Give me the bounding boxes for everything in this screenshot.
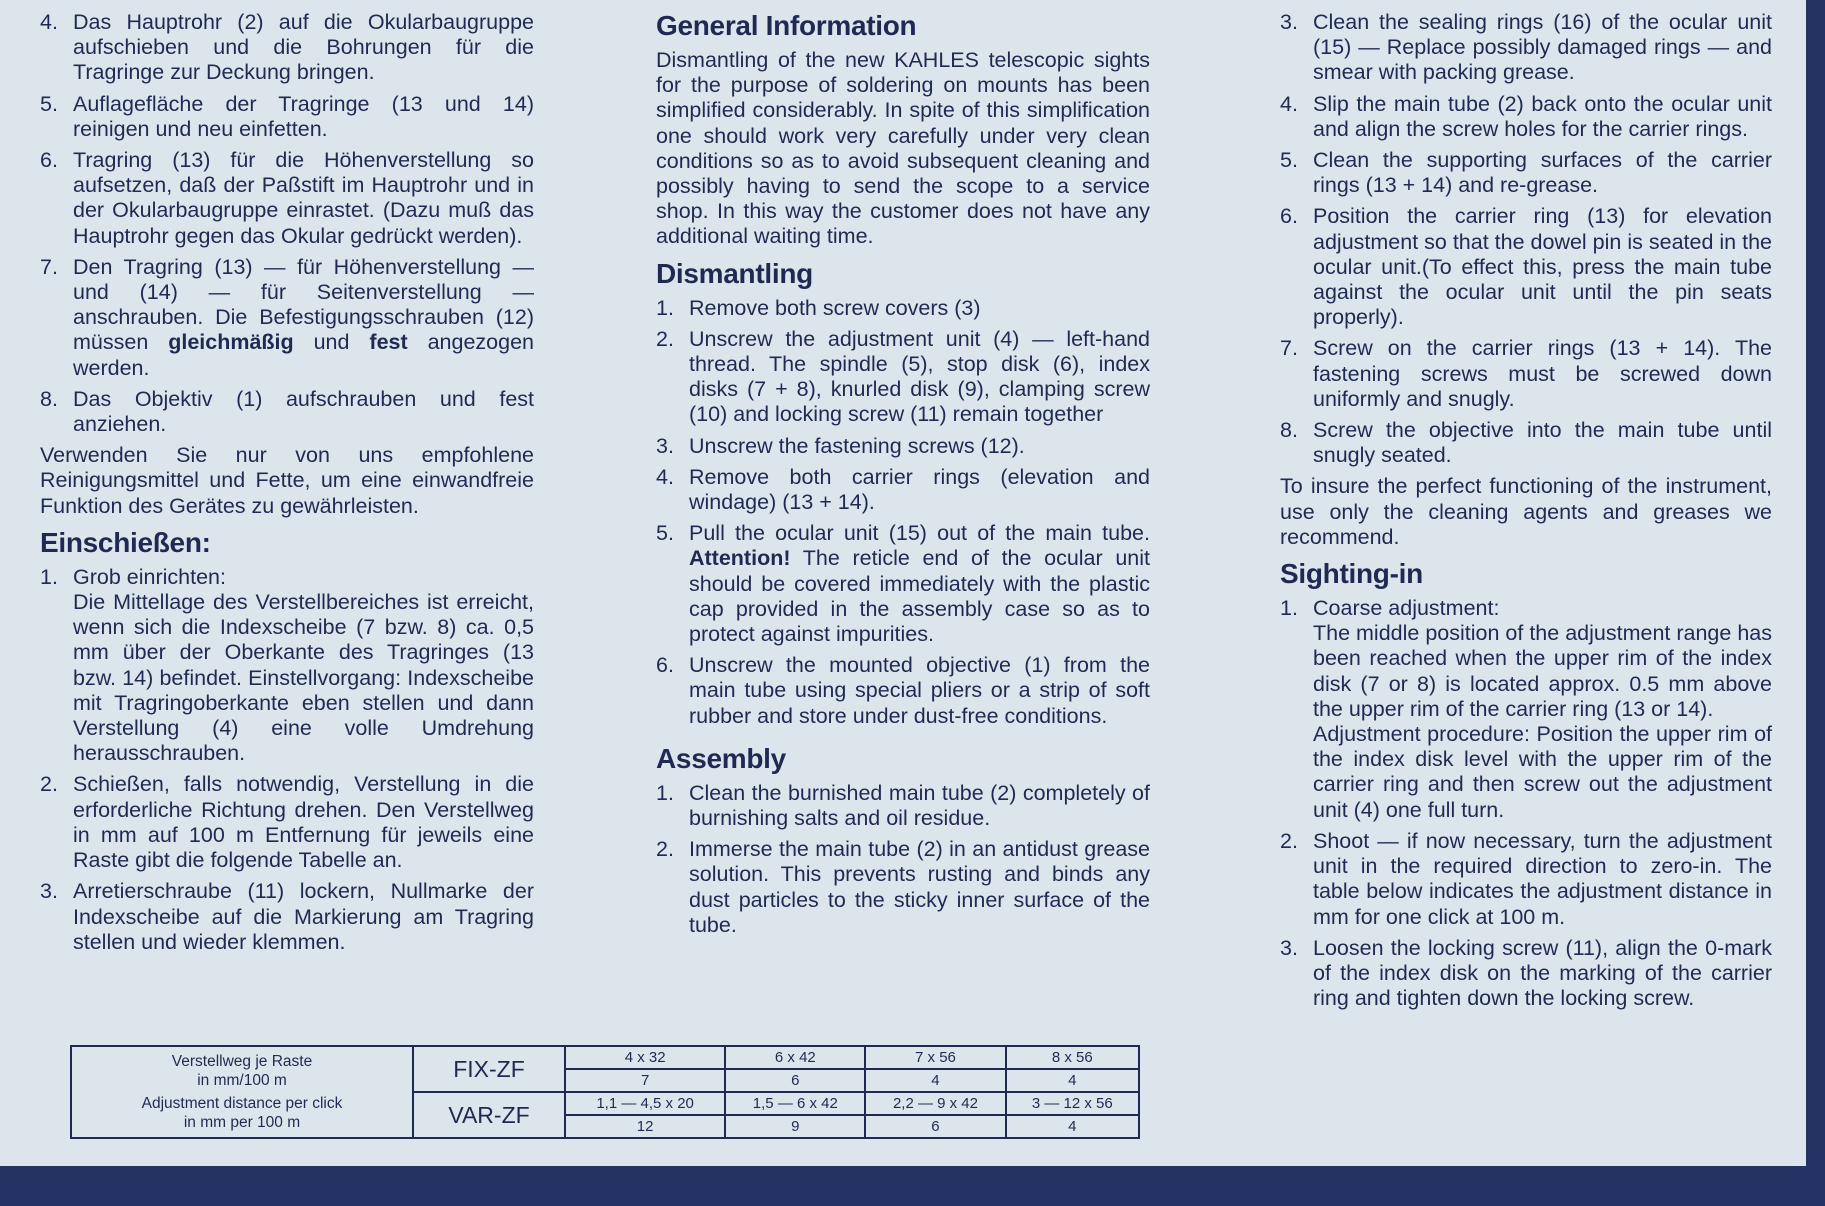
list-item: 6. Tragring (13) für die Höhenverstellung so aufsetzen, daß der Paßstift im Hauptrohr und in der Okularbaugruppe einrastet. (Dazu muß das Hauptrohr gegen das Okular gedrückt werden). bbox=[40, 148, 534, 248]
table-cell: 4 x 32 bbox=[565, 1046, 725, 1069]
list-item: 5. Auflagefläche der Tragringe (13 und 14) reinigen und neu einfetten. bbox=[40, 91, 534, 141]
list-item: 6. Position the carrier ring (13) for elevation adjustment so that the dowel pin is seated in the ocular unit.(To effect this, press the main tube against the ocular unit until the pin seats properly). bbox=[1280, 204, 1772, 330]
dismantling-heading: Dismantling bbox=[656, 257, 813, 289]
list-item: 4. Slip the main tube (2) back onto the ocular unit and align the screw holes for the carrier rings. bbox=[1280, 91, 1772, 141]
list-item: 2. Shoot — if now necessary, turn the adjustment unit in the required direction to zero-in. The table below indicates the adjustment distance in mm for one click at 100 m. bbox=[1280, 828, 1772, 929]
table-label-cell: Verstellweg je Raste in mm/100 m Adjustment distance per click in mm per 100 m bbox=[71, 1046, 413, 1138]
list-item: 7. Screw on the carrier rings (13 + 14). The fastening screws must be screwed down uniformly and snugly. bbox=[1280, 336, 1772, 411]
list-item: 2. Unscrew the adjustment unit (4) — left-hand thread. The spindle (5), stop disk (6), index disks (7 + 8), knurled disk (9), clamping screw (10) and locking screw (11) remain together bbox=[656, 326, 1150, 427]
list-item: 4. Remove both carrier rings (elevation and windage) (13 + 14). bbox=[656, 464, 1150, 515]
german-column bbox=[40, 10, 534, 961]
english-column-middle bbox=[656, 10, 1150, 944]
page-edge-right bbox=[1806, 0, 1825, 1206]
list-item: 7. Den Tragring (13) — für Höhenverstellung — und (14) — für Seitenverstellung — anschrauben. Die Befestigungsschrauben (12) müssen gleichmäßig und fest angezogen werden. bbox=[40, 254, 534, 380]
table-cell: 6 x 42 bbox=[725, 1046, 865, 1069]
table-cell: 12 bbox=[565, 1115, 725, 1138]
table-cell: 1,5 — 6 x 42 bbox=[725, 1092, 865, 1115]
german-sighting-heading: Einschießen: bbox=[40, 526, 211, 558]
list-item: 5. Pull the ocular unit (15) out of the main tube. Attention! The reticle end of the ocular unit should be covered immediately with the plastic cap provided in the assembly case so as to protect against impurities. bbox=[656, 521, 1150, 647]
list-item: 3. Arretierschraube (11) lockern, Nullmarke der Indexscheibe auf die Markierung am Tragring stellen und wieder klemmen. bbox=[40, 879, 534, 954]
table-cell: 2,2 — 9 x 42 bbox=[865, 1092, 1005, 1115]
list-item: 1. Coarse adjustment: The middle position of the adjustment range has been reached when the upper rim of the index disk (7 or 8) is located approx. 0.5 mm above the upper rim of the carrier ring (13 or 14). Adjustment procedure: Position the upper rim of the index disk level with the upper rim of the carrier ring and then screw out the adjustment unit (4) one full turn. bbox=[1280, 596, 1772, 822]
table-cell: 7 bbox=[565, 1069, 725, 1092]
list-item: 4. Das Hauptrohr (2) auf die Okularbaugruppe aufschieben und die Bohrungen für die Tragringe zur Deckung bringen. bbox=[40, 10, 534, 85]
english-column-right bbox=[1280, 10, 1772, 1017]
sighting-heading: Sighting-in bbox=[1280, 558, 1423, 590]
list-item: 3. Clean the sealing rings (16) of the ocular unit (15) — Replace possibly damaged rings — and smear with packing grease. bbox=[1280, 10, 1772, 85]
table-cell: 6 bbox=[865, 1115, 1005, 1138]
table-row bbox=[71, 1046, 1139, 1069]
english-note: To insure the perfect functioning of the instrument, use only the cleaning agents and greases we recommend. bbox=[1280, 474, 1772, 549]
list-item: 8. Das Objektiv (1) aufschrauben und fest anziehen. bbox=[40, 386, 534, 437]
table-cell: 4 bbox=[865, 1069, 1005, 1092]
general-text: Dismantling of the new KAHLES telescopic sights for the purpose of soldering on mounts has been simplified considerably. In spite of this simplification one should work very carefully under very clean conditions so as to avoid subsequent cleaning and possibly having to send the scope to a service shop. In this way the customer does not have any additional waiting time. bbox=[656, 48, 1150, 249]
var-zf-label: VAR-ZF bbox=[413, 1092, 565, 1138]
table-cell: 3 — 12 x 56 bbox=[1006, 1092, 1139, 1115]
table-cell: 7 x 56 bbox=[865, 1046, 1005, 1069]
list-item: 2. Schießen, falls notwendig, Verstellung in die erforderliche Richtung drehen. Den Verstellweg in mm auf 100 m Entfernung für jeweils eine Raste gibt die folgende Tabelle an. bbox=[40, 772, 534, 873]
list-item: 1. Clean the burnished main tube (2) completely of burnishing salts and oil residue. bbox=[656, 780, 1150, 831]
table-cell: 1,1 — 4,5 x 20 bbox=[565, 1092, 725, 1115]
list-item: 3. Loosen the locking screw (11), align the 0-mark of the index disk on the marking of the carrier ring and tighten down the locking screw. bbox=[1280, 935, 1772, 1011]
list-item: 2. Immerse the main tube (2) in an antidust grease solution. This prevents rusting and binds any dust particles to the sticky inner surface of the tube. bbox=[656, 837, 1150, 937]
assembly-heading: Assembly bbox=[656, 742, 786, 774]
list-item: 1. Grob einrichten: Die Mittellage des Verstellbereiches ist erreicht, wenn sich die Indexscheibe (7 bzw. 8) ca. 0,5 mm über der Oberkante des Tragringes (13 bzw. 14) befindet. Einstellvorgang: Indexscheibe mit Tragringoberkante eben stellen und dann Verstellung (4) eine volle Umdrehung herausschrauben. bbox=[40, 564, 534, 766]
adjustment-table bbox=[70, 1045, 1140, 1139]
german-note: Verwenden Sie nur von uns empfohlene Reinigungsmittel und Fette, um eine einwandfreie Funktion des Gerätes zu gewährleisten. bbox=[40, 443, 534, 518]
list-item: 1. Remove both screw covers (3) bbox=[656, 295, 981, 320]
table-cell: 4 bbox=[1006, 1115, 1139, 1138]
list-item: 5. Clean the supporting surfaces of the carrier rings (13 + 14) and re-grease. bbox=[1280, 148, 1772, 198]
page-edge-bottom bbox=[0, 1166, 1825, 1206]
table-cell: 4 bbox=[1006, 1069, 1139, 1092]
table-cell: 8 x 56 bbox=[1006, 1046, 1139, 1069]
list-item: 3. Unscrew the fastening screws (12). bbox=[656, 433, 1025, 458]
fix-zf-label: FIX-ZF bbox=[413, 1046, 565, 1092]
list-item: 6. Unscrew the mounted objective (1) from the main tube using special pliers or a strip of soft rubber and store under dust-free conditions. bbox=[656, 653, 1150, 728]
table-cell: 9 bbox=[725, 1115, 865, 1138]
list-item: 8. Screw the objective into the main tube until snugly seated. bbox=[1280, 418, 1772, 468]
general-heading: General Information bbox=[656, 10, 917, 41]
table-cell: 6 bbox=[725, 1069, 865, 1092]
